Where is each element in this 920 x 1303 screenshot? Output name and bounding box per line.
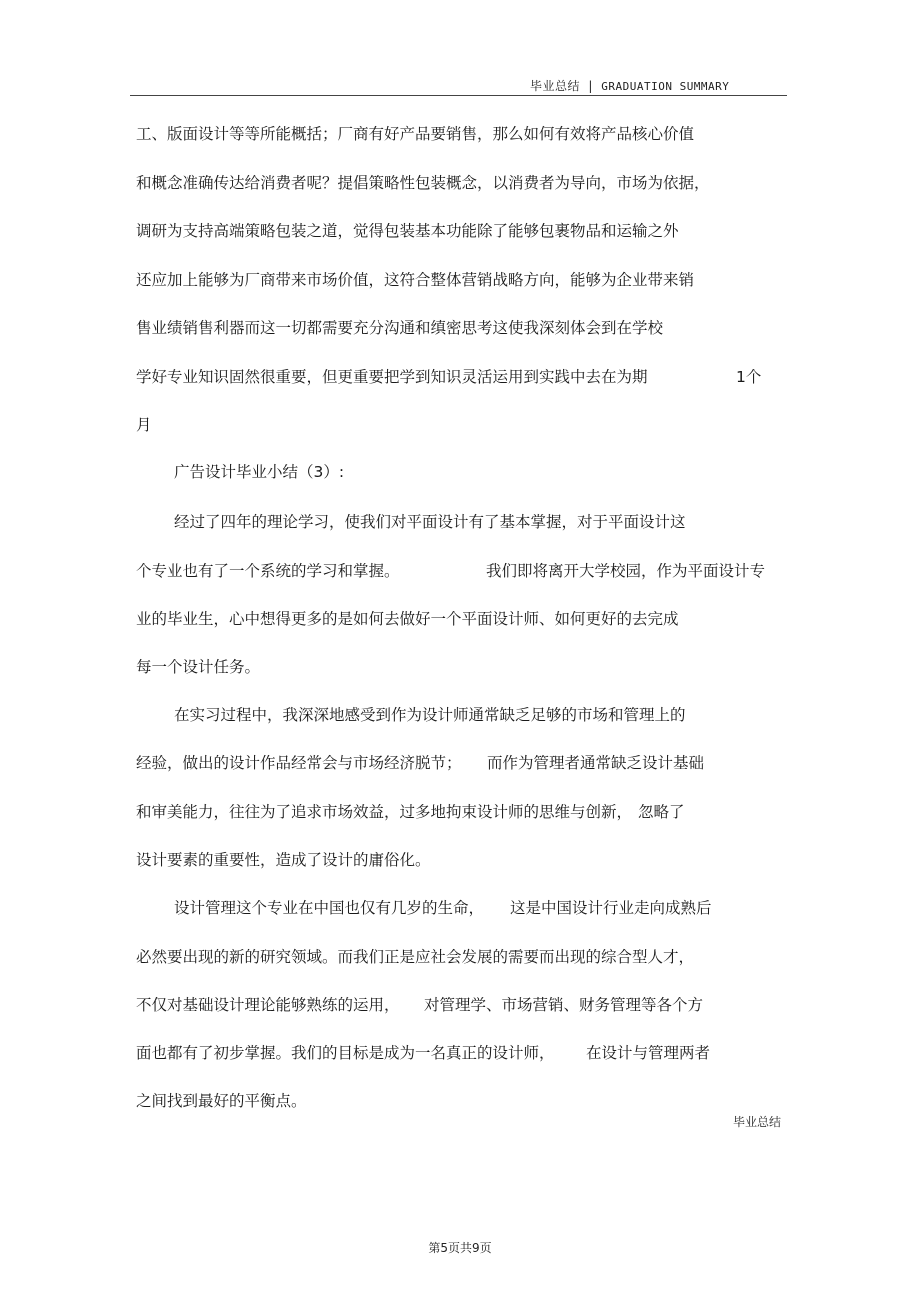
text-line: 业的毕业生，心中想得更多的是如何去做好一个平面设计师、如何更好的去完成 [136, 610, 679, 628]
header-title-en: GRADUATION SUMMARY [601, 80, 730, 93]
side-label: 毕业总结 [733, 1115, 782, 1129]
text-line: 经验，做出的设计作品经常会与市场经济脱节； [136, 754, 462, 772]
text-line-fragment: 1个 [736, 368, 762, 386]
text-line: 调研为支持高端策略包装之道，觉得包装基本功能除了能够包裹物品和运输之外 [136, 222, 679, 240]
text-line-fragment: 我们即将离开大学校园，作为平面设计专 [486, 562, 766, 580]
text-line-fragment: 而作为管理者通常缺乏设计基础 [487, 754, 705, 772]
text-line: 必然要出现的新的研究领域。而我们正是应社会发展的需要而出现的综合型人才， [136, 948, 695, 966]
section-heading: 广告设计毕业小结（3）: [174, 463, 345, 481]
text-line: 经过了四年的理论学习，使我们对平面设计有了基本掌握，对于平面设计这 [174, 513, 686, 531]
text-line: 和审美能力，往往为了追求市场效益，过多地拘束设计师的思维与创新， [136, 803, 633, 821]
text-line: 设计管理这个专业在中国也仅有几岁的生命， [174, 899, 485, 917]
text-line: 之间找到最好的平衡点。 [136, 1092, 307, 1110]
header-title-cn: 毕业总结 [530, 79, 581, 93]
text-line: 和概念准确传达给消费者呢？提倡策略性包装概念，以消费者为导向，市场为依据， [136, 174, 710, 192]
text-line: 不仅对基础设计理论能够熟练的运用， [136, 996, 400, 1014]
text-line: 面也都有了初步掌握。我们的目标是成为一名真正的设计师， [136, 1044, 555, 1062]
text-line: 个专业也有了一个系统的学习和掌握。 [136, 562, 400, 580]
text-line: 每一个设计任务。 [136, 658, 261, 676]
page-number: 第5页共9页 [428, 1241, 492, 1255]
text-line: 在实习过程中，我深深地感受到作为设计师通常缺乏足够的市场和管理上的 [174, 706, 686, 724]
text-line: 工、版面设计等等所能概括；厂商有好产品要销售，那么如何有效将产品核心价值 [136, 125, 695, 143]
text-line-fragment: 对管理学、市场营销、财务管理等各个方 [424, 996, 704, 1014]
text-line-fragment: 在设计与管理两者 [586, 1044, 711, 1062]
text-line: 设计要素的重要性，造成了设计的庸俗化。 [136, 851, 431, 869]
running-header [530, 77, 729, 94]
text-line: 月 [136, 416, 152, 434]
text-line: 学好专业知识固然很重要，但更重要把学到知识灵活运用到实践中去在为期 [136, 368, 648, 386]
text-line-fragment: 这是中国设计行业走向成熟后 [510, 899, 712, 917]
header-separator: | [588, 79, 593, 93]
header-rule [130, 95, 787, 96]
text-line-fragment: 忽略了 [638, 803, 685, 821]
text-line: 还应加上能够为厂商带来市场价值，这符合整体营销战略方向，能够为企业带来销 [136, 271, 695, 289]
text-line: 售业绩销售利器而这一切都需要充分沟通和缜密思考这使我深刻体会到在学校 [136, 319, 664, 337]
